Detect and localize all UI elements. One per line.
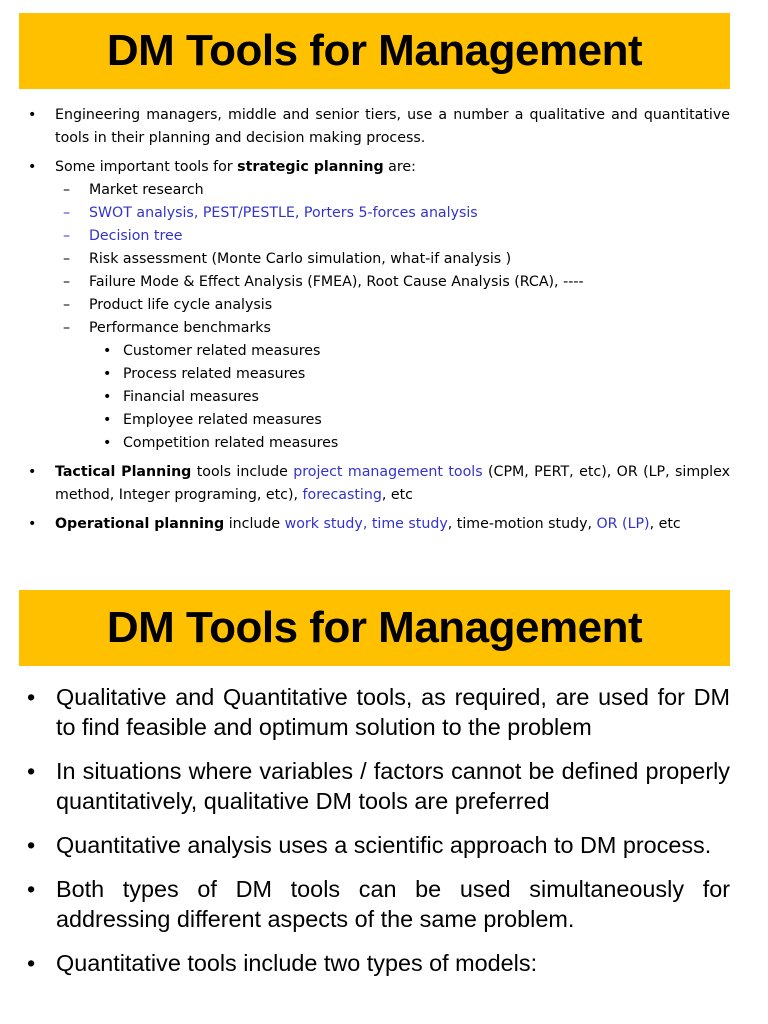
list-item-text: Customer related measures bbox=[123, 343, 321, 359]
dash-icon: – bbox=[63, 182, 71, 198]
bullet-dot-icon: • bbox=[103, 412, 112, 428]
list-item-text: Risk assessment (Monte Carlo simulation, what-if analysis ) bbox=[89, 251, 512, 267]
slide-2-body bbox=[25, 682, 730, 992]
list-item-market-research bbox=[25, 179, 730, 202]
slide-2 bbox=[0, 588, 768, 1024]
operational-text-1: include bbox=[224, 516, 285, 532]
bullet-dot-icon: • bbox=[27, 832, 36, 858]
bullet-dot-icon: • bbox=[103, 366, 112, 382]
or-lp-link[interactable]: OR (LP) bbox=[596, 516, 650, 532]
list-item-financial-measures bbox=[25, 386, 730, 409]
list-item-product-life-cycle bbox=[25, 294, 730, 317]
benchmarks-container bbox=[25, 340, 730, 455]
bullet-text: Engineering managers, middle and senior tiers, use a number a qualitative and quantitative tools in their planning and decision making process. bbox=[55, 107, 730, 146]
work-study-link[interactable]: work study, time study bbox=[284, 516, 448, 532]
project-management-tools-link[interactable]: project management tools bbox=[293, 464, 483, 480]
strategic-tools-list bbox=[25, 179, 730, 455]
list-item-text: SWOT analysis, PEST/PESTLE, Porters 5-forces analysis bbox=[89, 205, 478, 221]
operational-planning-term: Operational planning bbox=[55, 516, 225, 532]
list-item-text: Failure Mode & Effect Analysis (FMEA), Root Cause Analysis (RCA), ---- bbox=[89, 274, 584, 290]
operational-text-2: , time-motion study, bbox=[447, 516, 597, 532]
dash-icon: – bbox=[63, 274, 71, 290]
bullet-strategic-planning bbox=[25, 156, 730, 179]
bullet-both-types bbox=[25, 874, 730, 934]
bullet-text: Quantitative analysis uses a scientific approach to DM process. bbox=[56, 832, 712, 858]
list-item-text: Product life cycle analysis bbox=[89, 297, 273, 313]
bullet-operational-planning bbox=[25, 513, 730, 536]
bullet-prefix: Some important tools for bbox=[55, 159, 238, 175]
list-item-text: Financial measures bbox=[123, 389, 259, 405]
list-item-decision-tree bbox=[25, 225, 730, 248]
list-item-text: Employee related measures bbox=[123, 412, 322, 428]
dash-icon: – bbox=[63, 320, 71, 336]
tactical-planning-term: Tactical Planning bbox=[55, 464, 192, 480]
slide-1-title: DM Tools for Management bbox=[106, 26, 643, 75]
bullet-dot-icon: • bbox=[103, 343, 112, 359]
list-item-swot-analysis bbox=[25, 202, 730, 225]
bullet-dot-icon: • bbox=[103, 389, 112, 405]
list-item-text: Performance benchmarks bbox=[89, 320, 271, 336]
dash-icon: – bbox=[63, 228, 71, 244]
list-item-process-measures bbox=[25, 363, 730, 386]
bullet-scientific-approach bbox=[25, 830, 730, 860]
bullet-text: Quantitative tools include two types of models: bbox=[56, 950, 538, 976]
bullet-dot-icon: • bbox=[27, 876, 36, 902]
tactical-text-3: , etc bbox=[381, 487, 413, 503]
bullet-text: Both types of DM tools can be used simultaneously for addressing different aspects of the same problem. bbox=[56, 876, 730, 932]
tactical-text-2: (CPM, PERT, etc), OR (LP, simplex method, Integer programing, etc), bbox=[55, 464, 730, 503]
list-item-customer-measures bbox=[25, 340, 730, 363]
dash-icon: – bbox=[63, 297, 71, 313]
bullet-text: Qualitative and Quantitative tools, as required, are used for DM to find feasible and optimum solution to the problem bbox=[56, 684, 730, 740]
bullet-suffix: are: bbox=[383, 159, 416, 175]
bullet-qualitative-quantitative bbox=[25, 682, 730, 742]
list-item-text: Market research bbox=[89, 182, 204, 198]
list-item-text: Process related measures bbox=[123, 366, 306, 382]
bullet-tactical-planning bbox=[25, 461, 730, 507]
bullet-dot-icon: • bbox=[28, 464, 37, 480]
list-item-text: Competition related measures bbox=[123, 435, 339, 451]
bullet-text: In situations where variables / factors cannot be defined properly quantitatively, qualitative DM tools are preferred bbox=[56, 758, 730, 814]
tactical-text-1: tools include bbox=[191, 464, 294, 480]
bullet-engineering-managers bbox=[25, 104, 730, 150]
dash-icon: – bbox=[63, 251, 71, 267]
slide-1-title-bar bbox=[19, 13, 730, 89]
slide-2-title-bar bbox=[19, 590, 730, 666]
bullet-dot-icon: • bbox=[28, 516, 37, 532]
list-item-risk-assessment bbox=[25, 248, 730, 271]
bullet-dot-icon: • bbox=[28, 159, 37, 175]
bullet-dot-icon: • bbox=[27, 758, 36, 784]
strategic-planning-term: strategic planning bbox=[237, 159, 384, 175]
forecasting-link[interactable]: forecasting bbox=[302, 487, 382, 503]
slide-1-body bbox=[25, 104, 730, 542]
list-item-performance-benchmarks bbox=[25, 317, 730, 340]
benchmarks-list bbox=[25, 340, 730, 455]
slide-2-title: DM Tools for Management bbox=[106, 603, 643, 652]
list-item-text: Decision tree bbox=[89, 228, 183, 244]
dash-icon: – bbox=[63, 205, 71, 221]
operational-text-3: , etc bbox=[649, 516, 681, 532]
list-item-employee-measures bbox=[25, 409, 730, 432]
bullet-dot-icon: • bbox=[27, 950, 36, 976]
list-item-competition-measures bbox=[25, 432, 730, 455]
bullet-dot-icon: • bbox=[103, 435, 112, 451]
bullet-dot-icon: • bbox=[27, 684, 36, 710]
bullet-dot-icon: • bbox=[28, 107, 37, 123]
list-item-fmea bbox=[25, 271, 730, 294]
bullet-variables-factors bbox=[25, 756, 730, 816]
bullet-two-types-models bbox=[25, 948, 730, 978]
